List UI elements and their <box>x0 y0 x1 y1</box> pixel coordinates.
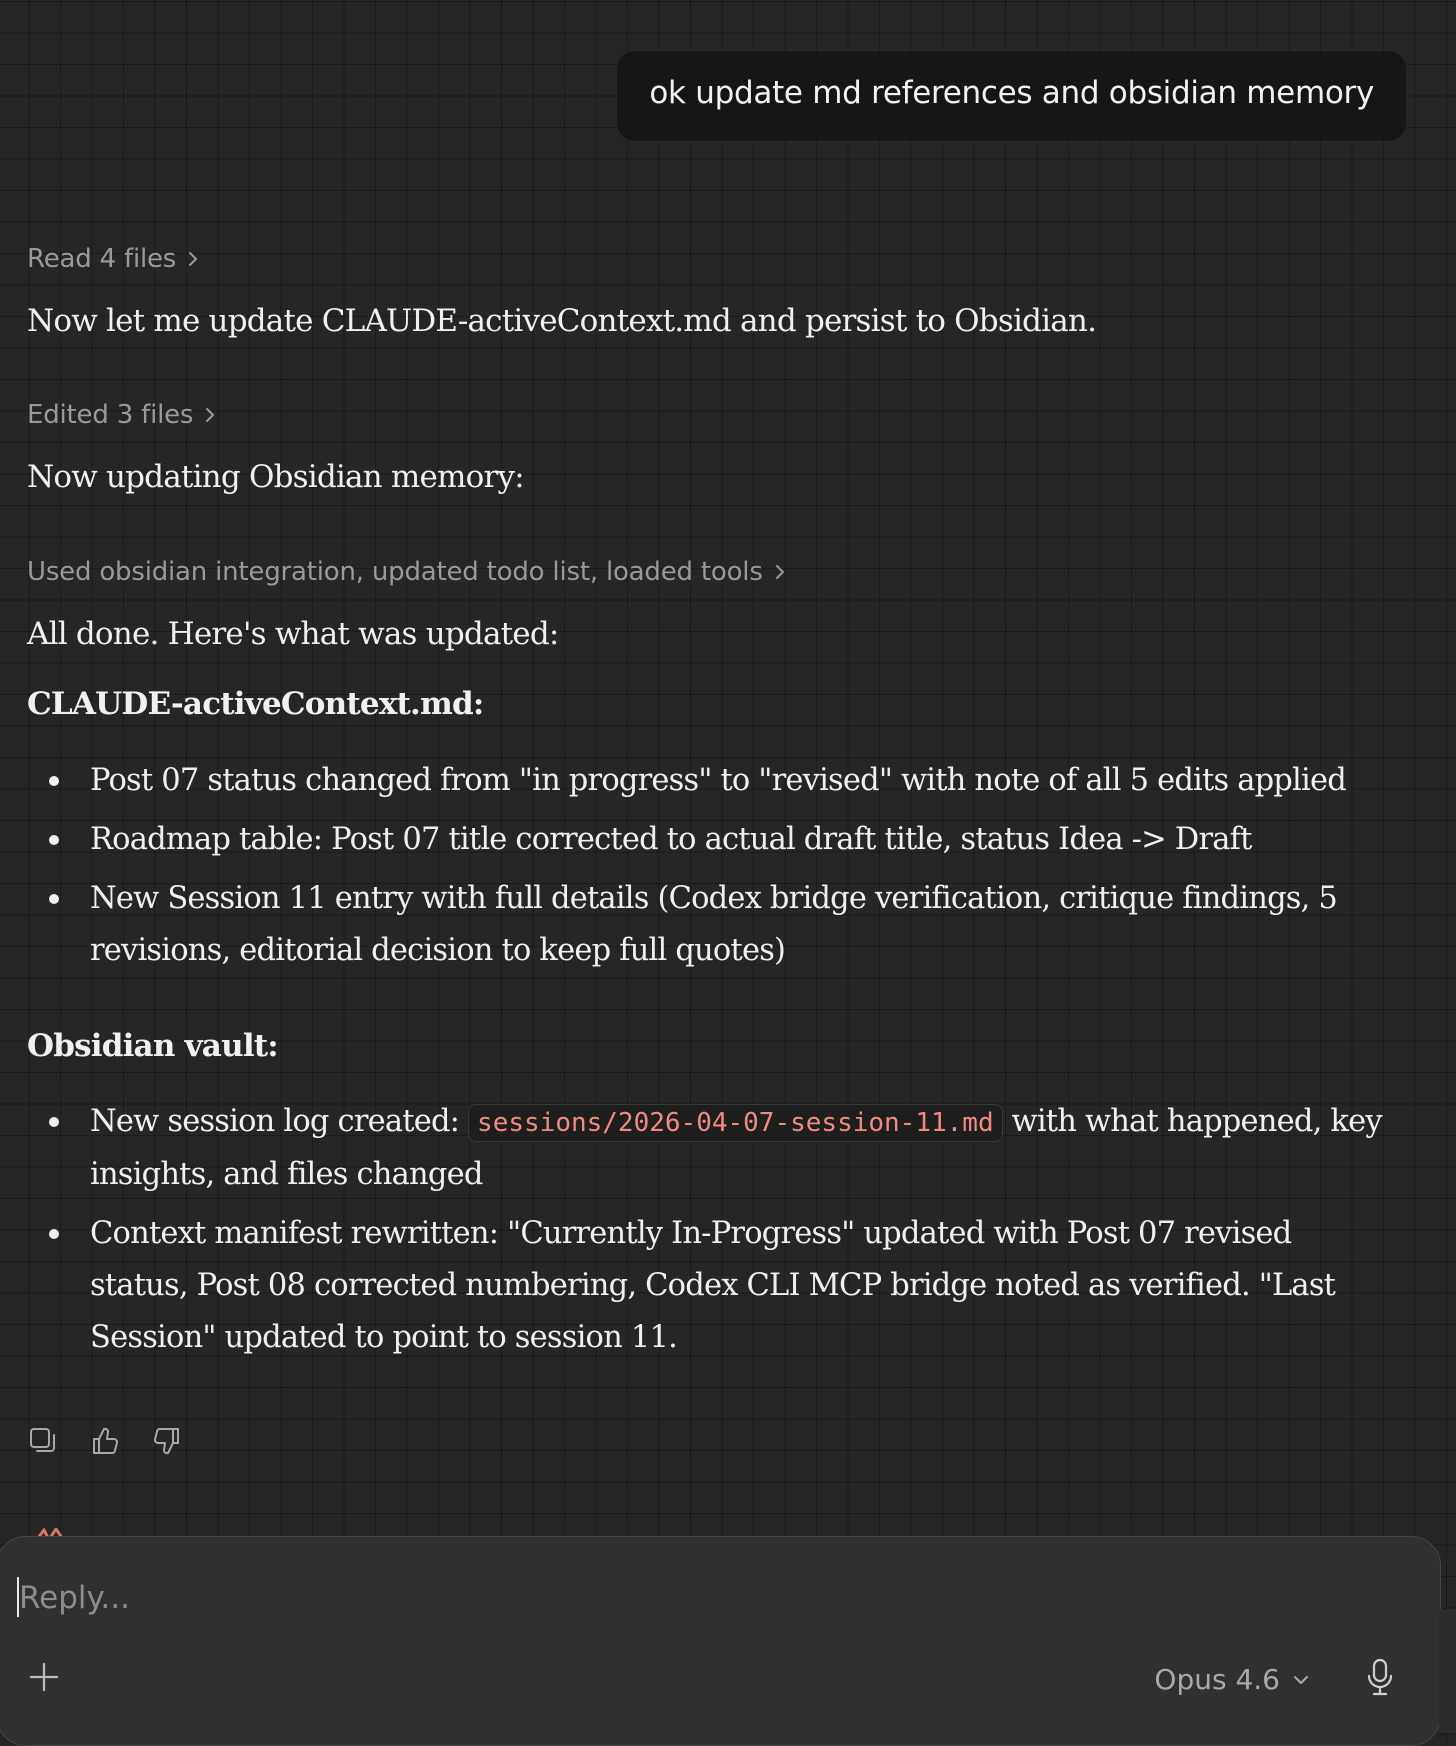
active-context-list <box>27 755 1396 977</box>
reply-composer <box>0 1536 1441 1746</box>
user-message-text: ok update md references and obsidian memory <box>649 75 1374 111</box>
reply-input[interactable] <box>19 1573 1319 1623</box>
session-log-path-code: sessions/2026-04-07-session-11.md <box>468 1104 1003 1142</box>
tool-summary-edited-label: Edited 3 files <box>27 400 194 430</box>
tool-summary-used[interactable] <box>27 557 787 587</box>
chevron-right-icon <box>186 249 200 269</box>
section-heading-obsidian-vault: Obsidian vault: <box>27 1028 278 1064</box>
obsidian-vault-list <box>27 1096 1396 1364</box>
list-item: Context manifest rewritten: "Currently In-Progress" updated with Post 07 revised status, Post 08 corrected numbering, Codex CLI MCP bridge noted as verified. "Last Session" updated to point to session 11. <box>27 1208 1396 1364</box>
assistant-paragraph-3: All done. Here's what was updated: <box>27 616 559 652</box>
model-selector[interactable] <box>1154 1663 1310 1696</box>
bullet-dot <box>49 894 59 904</box>
list-item: Roadmap table: Post 07 title corrected to actual draft title, status Idea -> Draft <box>27 814 1396 866</box>
list-item: New Session 11 entry with full details (Codex bridge verification, critique findings, 5 revisions, editorial decision to keep full quotes) <box>27 873 1396 977</box>
copy-icon[interactable] <box>27 1425 59 1457</box>
section-heading-active-context: CLAUDE-activeContext.md: <box>27 686 484 722</box>
user-message-bubble <box>617 51 1406 141</box>
tool-summary-used-label: Used obsidian integration, updated todo list, loaded tools <box>27 557 763 587</box>
bullet-dot <box>49 1229 59 1239</box>
bullet-dot <box>49 835 59 845</box>
message-actions <box>27 1425 183 1457</box>
chevron-down-icon <box>1292 1674 1310 1686</box>
microphone-icon[interactable] <box>1364 1657 1396 1697</box>
list-item: New session log created: sessions/2026-04-07-session-11.md with what happened, key insights, and files changed <box>27 1096 1396 1201</box>
tool-summary-read[interactable] <box>27 244 200 274</box>
assistant-paragraph-2: Now updating Obsidian memory: <box>27 459 524 495</box>
chevron-right-icon <box>203 405 217 425</box>
window-edge <box>1439 1609 1456 1733</box>
thumbs-up-icon[interactable] <box>89 1425 121 1457</box>
plus-icon[interactable] <box>27 1660 61 1694</box>
model-selector-label: Opus 4.6 <box>1154 1663 1280 1696</box>
bullet-dot <box>49 1117 59 1127</box>
bullet-dot <box>49 776 59 786</box>
assistant-paragraph-1: Now let me update CLAUDE-activeContext.md and persist to Obsidian. <box>27 303 1097 339</box>
tool-summary-edited[interactable] <box>27 400 217 430</box>
tool-summary-read-label: Read 4 files <box>27 244 177 274</box>
list-item: Post 07 status changed from "in progress" to "revised" with note of all 5 edits applied <box>27 755 1396 807</box>
thumbs-down-icon[interactable] <box>151 1425 183 1457</box>
chevron-right-icon <box>773 562 787 582</box>
